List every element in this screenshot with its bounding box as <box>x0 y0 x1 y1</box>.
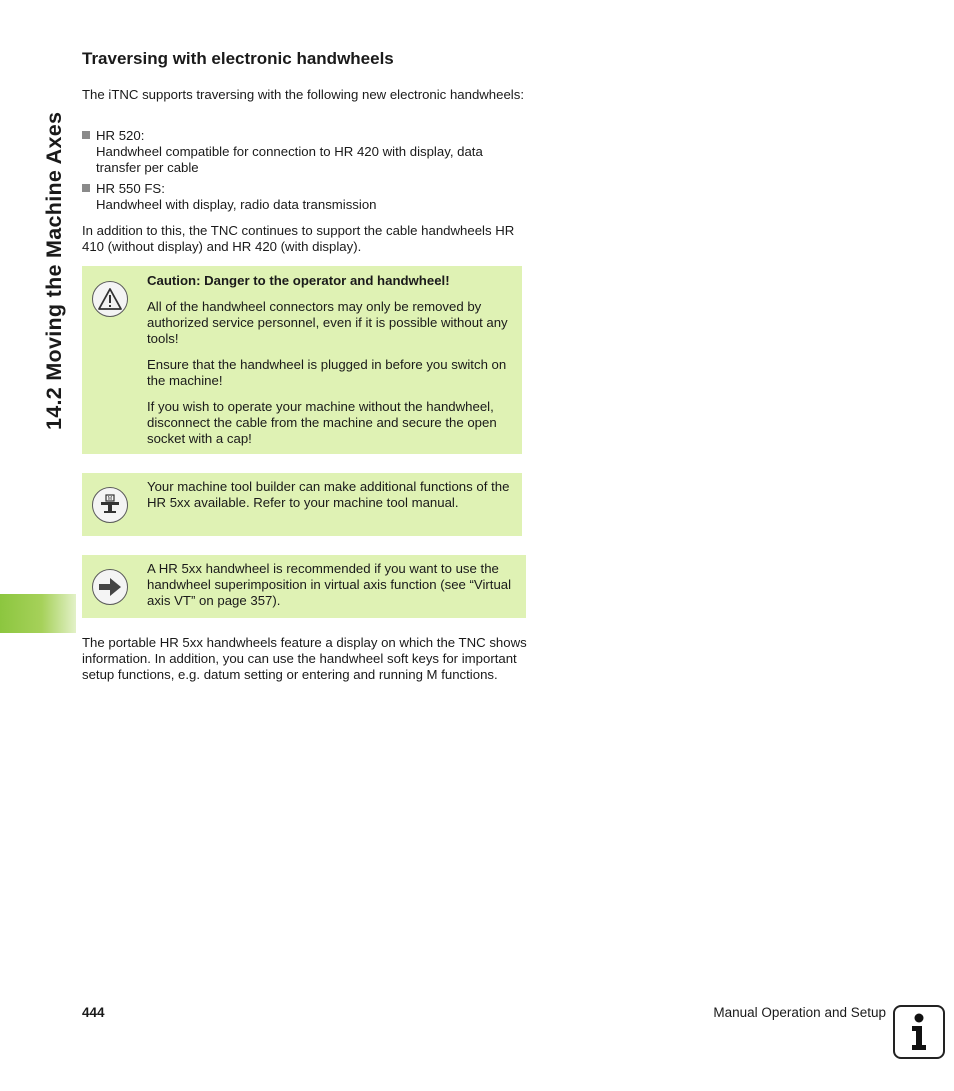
caution-title: Caution: Danger to the operator and handwheel! <box>147 273 450 288</box>
bullet-description: Handwheel with display, radio data transmission <box>96 197 377 212</box>
chapter-side-title-text: 14.2 Moving the Machine Axes <box>42 111 66 430</box>
footer-chapter-title: Manual Operation and Setup <box>713 1005 886 1020</box>
caution-paragraph: Ensure that the handwheel is plugged in before you switch on the machine! <box>147 357 507 388</box>
info-icon <box>893 1005 945 1059</box>
display-paragraph: The portable HR 5xx handwheels feature a display on which the TNC shows information. In addition, you can use the handwheel soft keys for important setup functions, e.g. datum setting or entering and running M functions. <box>82 635 527 682</box>
chapter-side-title <box>0 0 72 440</box>
support-paragraph: In addition to this, the TNC continues to support the cable handwheels HR 410 (without display) and HR 420 (with display). <box>82 223 515 254</box>
bullet-description: Handwheel compatible for connection to HR 420 with display, data transfer per cable <box>96 144 483 175</box>
section-heading: Traversing with electronic handwheels <box>82 49 394 68</box>
caution-paragraph: If you wish to operate your machine without the handwheel, disconnect the cable from the machine and secure the open socket with a cap! <box>147 399 497 446</box>
list-item <box>82 128 527 176</box>
chapter-tab-marker <box>0 594 76 633</box>
caution-box <box>82 266 522 454</box>
caution-paragraph: All of the handwheel connectors may only be removed by authorized service personnel, even if it is possible without any tools! <box>147 299 508 346</box>
bullet-label: HR 550 FS: <box>96 181 165 196</box>
list-item <box>82 181 527 213</box>
machine-note-text: Your machine tool builder can make additional functions of the HR 5xx available. Refer to your machine tool manual. <box>147 479 510 510</box>
tip-note-text: A HR 5xx handwheel is recommended if you want to use the handwheel superimposition in virtual axis function (see “Virtual axis VT” on page 357). <box>147 561 512 608</box>
arrow-right-icon <box>92 569 128 605</box>
tip-note-box <box>82 555 526 618</box>
machine-note-box <box>82 473 522 536</box>
page-number: 444 <box>82 1005 105 1020</box>
bullet-square-icon <box>82 184 90 192</box>
svg-text:M: M <box>107 496 113 503</box>
warning-triangle-icon <box>92 281 128 317</box>
machine-tool-icon <box>92 487 128 523</box>
intro-paragraph: The iTNC supports traversing with the following new electronic handwheels: <box>82 87 524 102</box>
bullet-label: HR 520: <box>96 128 145 143</box>
bullet-square-icon <box>82 131 90 139</box>
